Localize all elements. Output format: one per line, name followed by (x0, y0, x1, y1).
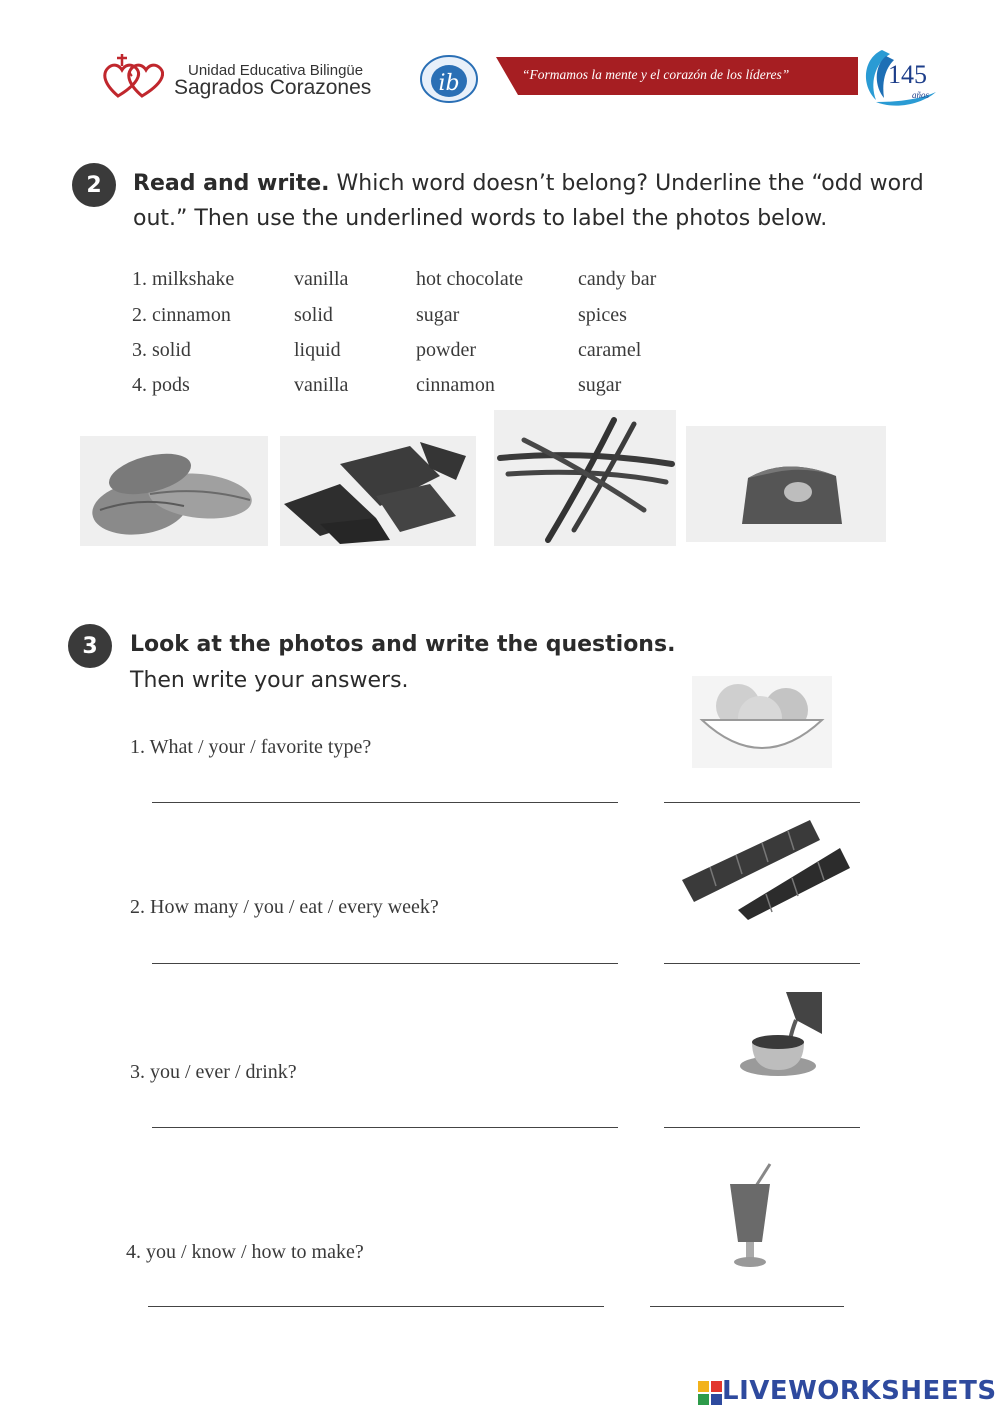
word-2-1[interactable]: 2. cinnamon (132, 304, 231, 326)
exercise2-number-badge: 2 (72, 163, 116, 207)
answer-line-question-2[interactable] (152, 963, 618, 964)
liveworksheets-logo-icon (698, 1381, 722, 1405)
photo-milkshake (720, 1162, 780, 1272)
exercise3-number-badge: 3 (68, 624, 112, 668)
question-3: 3. you / ever / drink? (130, 1061, 297, 1083)
school-logo-icon (100, 52, 164, 102)
question-4: 4. you / know / how to make? (126, 1241, 364, 1263)
photo-chocolate-pieces (280, 436, 476, 546)
answer-line-short-1[interactable] (664, 802, 860, 803)
exercise2-title-rest: Which word doesn’t belong? Underline the “odd word (329, 171, 924, 196)
answer-line-question-1[interactable] (152, 802, 618, 803)
word-3-3[interactable]: powder (416, 339, 476, 361)
anniversary-number: 145 (888, 60, 927, 89)
school-name-line2: Sagrados Corazones (174, 76, 372, 99)
word-1-4[interactable]: candy bar (578, 268, 657, 290)
word-2-3[interactable]: sugar (416, 304, 460, 326)
svg-text:ib: ib (438, 71, 460, 96)
answer-line-short-2[interactable] (664, 963, 860, 964)
photo-cocoa-pods (80, 436, 268, 546)
answer-line-question-3[interactable] (152, 1127, 618, 1128)
word-4-2[interactable]: vanilla (294, 374, 349, 396)
answer-line-short-3[interactable] (664, 1127, 860, 1128)
exercise3-title-bold: Look at the photos and write the questions. (130, 632, 676, 657)
answer-line-short-4[interactable] (650, 1306, 844, 1307)
word-2-2[interactable]: solid (294, 304, 333, 326)
word-3-1[interactable]: 3. solid (132, 339, 191, 361)
word-1-3[interactable]: hot chocolate (416, 268, 524, 290)
photo-caramel-bonbon (686, 426, 886, 542)
ib-logo-icon (418, 54, 480, 104)
word-3-4[interactable]: caramel (578, 339, 642, 361)
word-4-4[interactable]: sugar (578, 374, 622, 396)
word-1-2[interactable]: vanilla (294, 268, 349, 290)
anniversary-label: años (912, 90, 930, 100)
photo-chocolate-bars (680, 814, 852, 920)
answer-line-question-4[interactable] (148, 1306, 604, 1307)
exercise2-title-line2: out.” Then use the underlined words to label the photos below. (133, 206, 828, 231)
school-name-line1: Unidad Educativa Bilingüe (188, 62, 364, 79)
word-4-3[interactable]: cinnamon (416, 374, 495, 396)
word-3-2[interactable]: liquid (294, 339, 341, 361)
exercise2-title-line1 (133, 167, 924, 201)
word-2-4[interactable]: spices (578, 304, 627, 326)
question-2: 2. How many / you / eat / every week? (130, 896, 439, 918)
photo-vanilla-pods (494, 410, 676, 546)
word-4-1[interactable]: 4. pods (132, 374, 190, 396)
exercise3-title (130, 628, 675, 662)
word-1-1[interactable]: 1. milkshake (132, 268, 235, 290)
liveworksheets-brand[interactable]: LIVEWORKSHEETS (722, 1376, 997, 1406)
exercise3-subtitle: Then write your answers. (130, 668, 409, 693)
photo-hot-chocolate (734, 990, 826, 1082)
motto-text: “Formamos la mente y el corazón de los líderes” (522, 67, 790, 82)
exercise2-title-bold: Read and write. (133, 171, 330, 196)
question-1: 1. What / your / favorite type? (130, 736, 372, 758)
photo-ice-cream (692, 676, 832, 768)
